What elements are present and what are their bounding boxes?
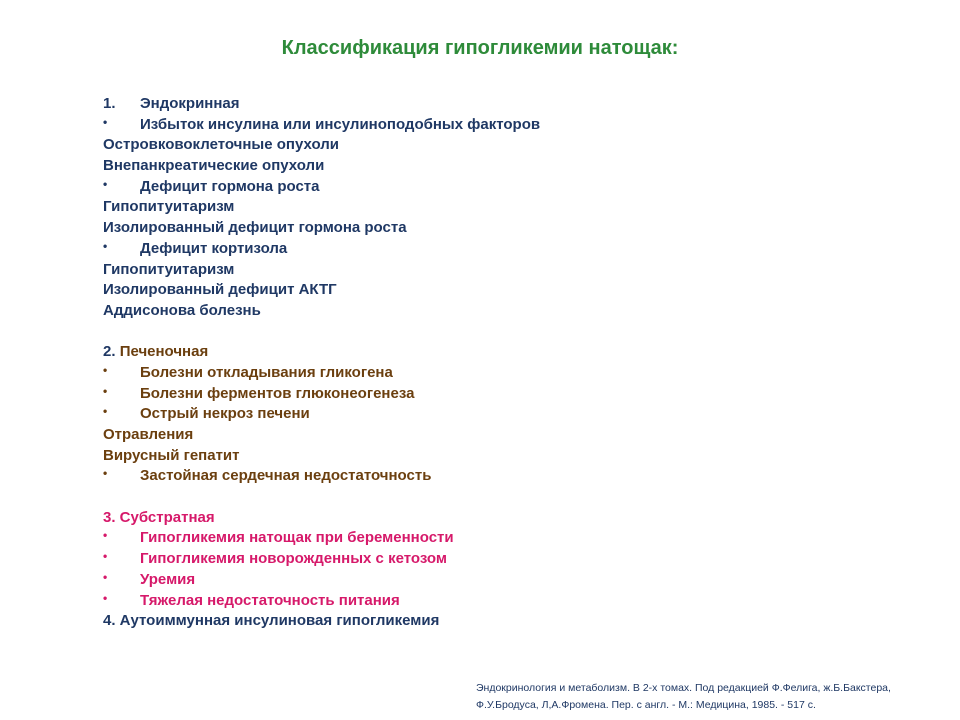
list-item: [103, 404, 863, 425]
section-substrate-heading: 3. Субстратная: [103, 508, 215, 526]
bullet-icon: •: [103, 528, 108, 543]
list-item: [103, 115, 863, 136]
classification-list: [103, 94, 863, 632]
list-item: [103, 570, 863, 591]
bullet-icon: •: [103, 114, 108, 129]
bullet-icon: •: [103, 176, 108, 191]
sub-item: Гипопитуитаризм: [103, 198, 235, 216]
section-label: Эндокринная: [140, 95, 240, 112]
section-label: Печеночная: [119, 343, 209, 361]
bullet-icon: •: [103, 466, 108, 481]
list-item-text: Гипогликемия натощак при беременности: [140, 529, 454, 547]
bullet-icon: •: [103, 590, 108, 605]
sub-item: Островковоклеточные опухоли: [103, 136, 340, 154]
page-title: Классификация гипогликемии натощак:: [281, 37, 679, 59]
list-item-text: Тяжелая недостаточность питания: [140, 591, 400, 609]
bullet-icon: •: [103, 238, 108, 253]
section-number: 2.: [103, 343, 116, 361]
bullet-icon: •: [103, 362, 108, 377]
sub-item: Вирусный гепатит: [103, 446, 240, 464]
sub-item: Отравления: [103, 426, 194, 443]
section-number: 1.: [103, 95, 116, 112]
list-item: [103, 528, 863, 549]
list-item: [103, 549, 863, 570]
list-item-text: Гипогликемия новорожденных с кетозом: [140, 550, 447, 568]
sub-item: Внепанкреатические опухоли: [103, 157, 325, 175]
bullet-icon: •: [103, 404, 108, 419]
list-item-text: Болезни ферментов глюконеогенеза: [140, 384, 415, 402]
list-item-text: Дефицит кортизола: [140, 239, 288, 257]
list-item-text: Болезни откладывания гликогена: [140, 363, 393, 381]
reference-line: Ф.У.Бродуса, Л,А.Фромена. Пер. с англ. - М.: Медицина, 1985. - 517 с.: [476, 699, 816, 711]
list-item-text: Избыток инсулина или инсулиноподобных факторов: [140, 115, 541, 133]
section-autoimmune-heading: 4. Аутоиммунная инсулиновая гипогликемия: [103, 612, 440, 630]
list-item-text: Острый некроз печени: [140, 405, 310, 423]
list-item: [103, 239, 863, 260]
spacer: [103, 322, 863, 343]
list-item-text: Застойная сердечная недостаточность: [140, 467, 432, 485]
spacer: [103, 487, 863, 508]
list-item-text: Дефицит гормона роста: [140, 177, 320, 195]
reference-citation: [476, 680, 956, 714]
list-item: [103, 177, 863, 198]
list-item: [103, 466, 863, 487]
list-item-text: Уремия: [140, 570, 196, 588]
list-item: [103, 591, 863, 612]
list-item: [103, 384, 863, 405]
sub-item: Аддисонова болезнь: [103, 301, 261, 319]
reference-line: Эндокринология и метаболизм. В 2-х томах. Под редакцией Ф.Фелига, ж.Б.Бакстера,: [476, 682, 891, 694]
sub-item: Гипопитуитаризм: [103, 260, 235, 278]
sub-item: Изолированный дефицит гормона роста: [103, 219, 407, 237]
list-item: [103, 363, 863, 384]
bullet-icon: •: [103, 549, 108, 564]
bullet-icon: •: [103, 569, 108, 584]
sub-item: Изолированный дефицит АКТГ: [103, 281, 337, 299]
section-hepatic-heading: [103, 342, 863, 363]
bullet-icon: •: [103, 383, 108, 398]
section-endocrine-heading: [103, 94, 863, 115]
